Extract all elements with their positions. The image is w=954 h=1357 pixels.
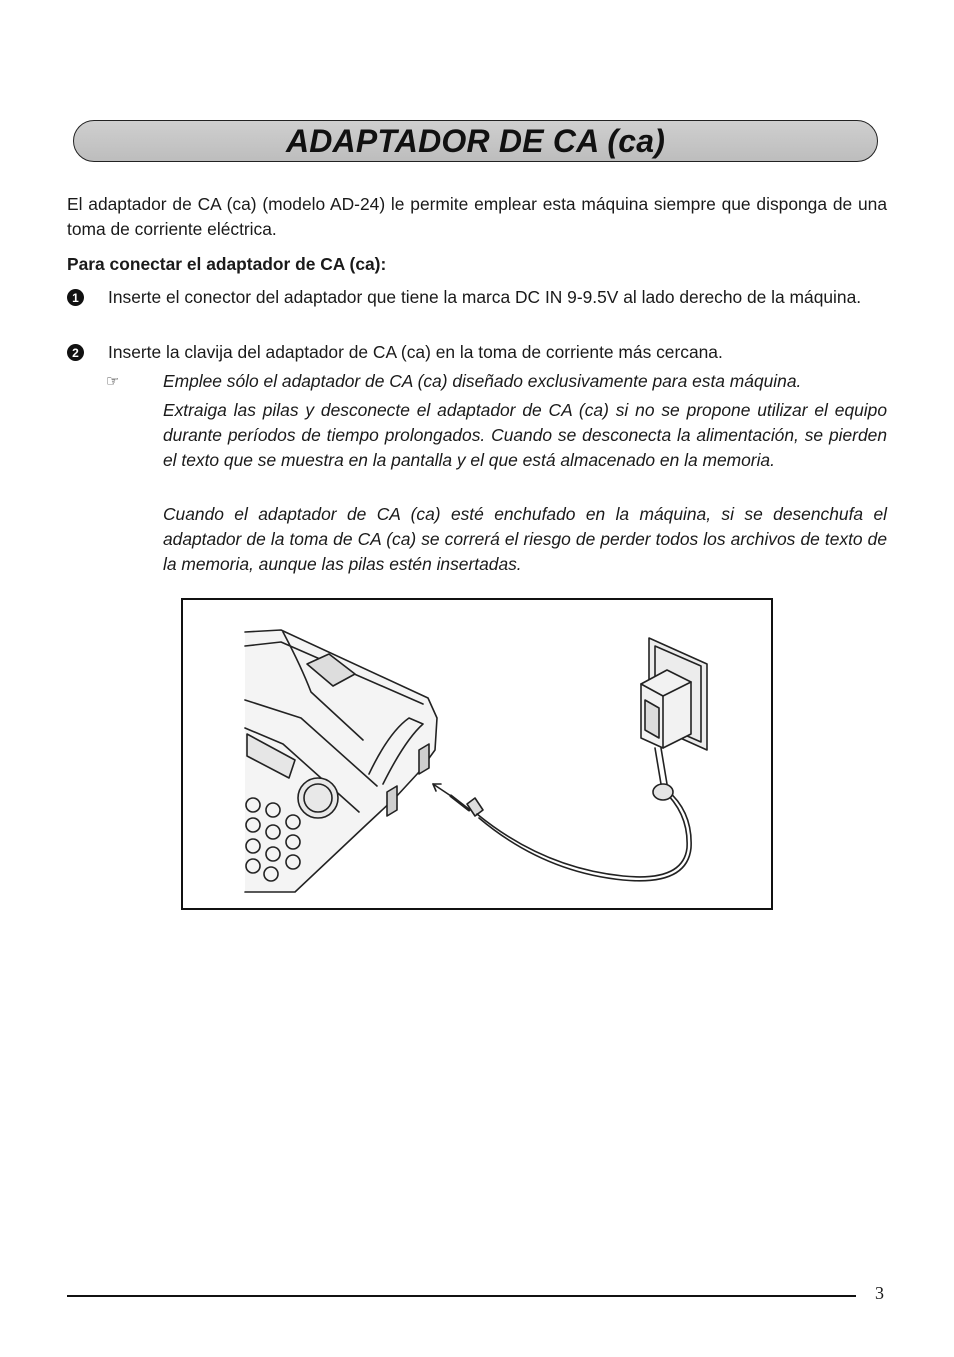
page-number: 3 — [875, 1283, 884, 1303]
note-2: Extraiga las pilas y desconecte el adaptador de CA (ca) si no se propone utilizar el equipo durante períodos de tiempo prolongados. Cuando se desconecta la alimentación, se pierden el texto que se muestra en la pantalla y el que está almacenado en la memoria. — [163, 400, 887, 470]
note-1: Emplee sólo el adaptador de CA (ca) diseñado exclusivamente para esta máquina. — [163, 371, 802, 391]
pointing-hand-icon: ☞ — [106, 373, 120, 390]
step-text-1: Inserte el conector del adaptador que tiene la marca DC IN 9-9.5V al lado derecho de la máquina. — [108, 287, 862, 307]
step-1 — [67, 285, 887, 310]
title-banner — [73, 120, 878, 162]
adapter-connection-drawing — [183, 600, 771, 908]
footer-rule — [67, 1295, 856, 1297]
note-3: Cuando el adaptador de CA (ca) esté enchufado en la máquina, si se desenchufa el adaptador de la toma de CA (ca) se correrá el riesgo de perder todos los archivos de texto de la memoria, aunque las pilas estén insertadas. — [163, 504, 887, 574]
step-number-1: 1 — [67, 289, 84, 306]
page-title: ADAPTADOR DE CA (ca) — [285, 122, 666, 159]
step-text-2: Inserte la clavija del adaptador de CA (ca) en la toma de corriente más cercana. — [108, 342, 723, 362]
adapter-illustration — [181, 598, 773, 910]
section-subheading: Para conectar el adaptador de CA (ca): — [67, 254, 387, 274]
intro-paragraph: El adaptador de CA (ca) (modelo AD-24) le permite emplear esta máquina siempre que disponga de una toma de corriente eléctrica. — [67, 194, 887, 239]
step-2 — [67, 340, 887, 365]
step-number-2: 2 — [67, 344, 84, 361]
